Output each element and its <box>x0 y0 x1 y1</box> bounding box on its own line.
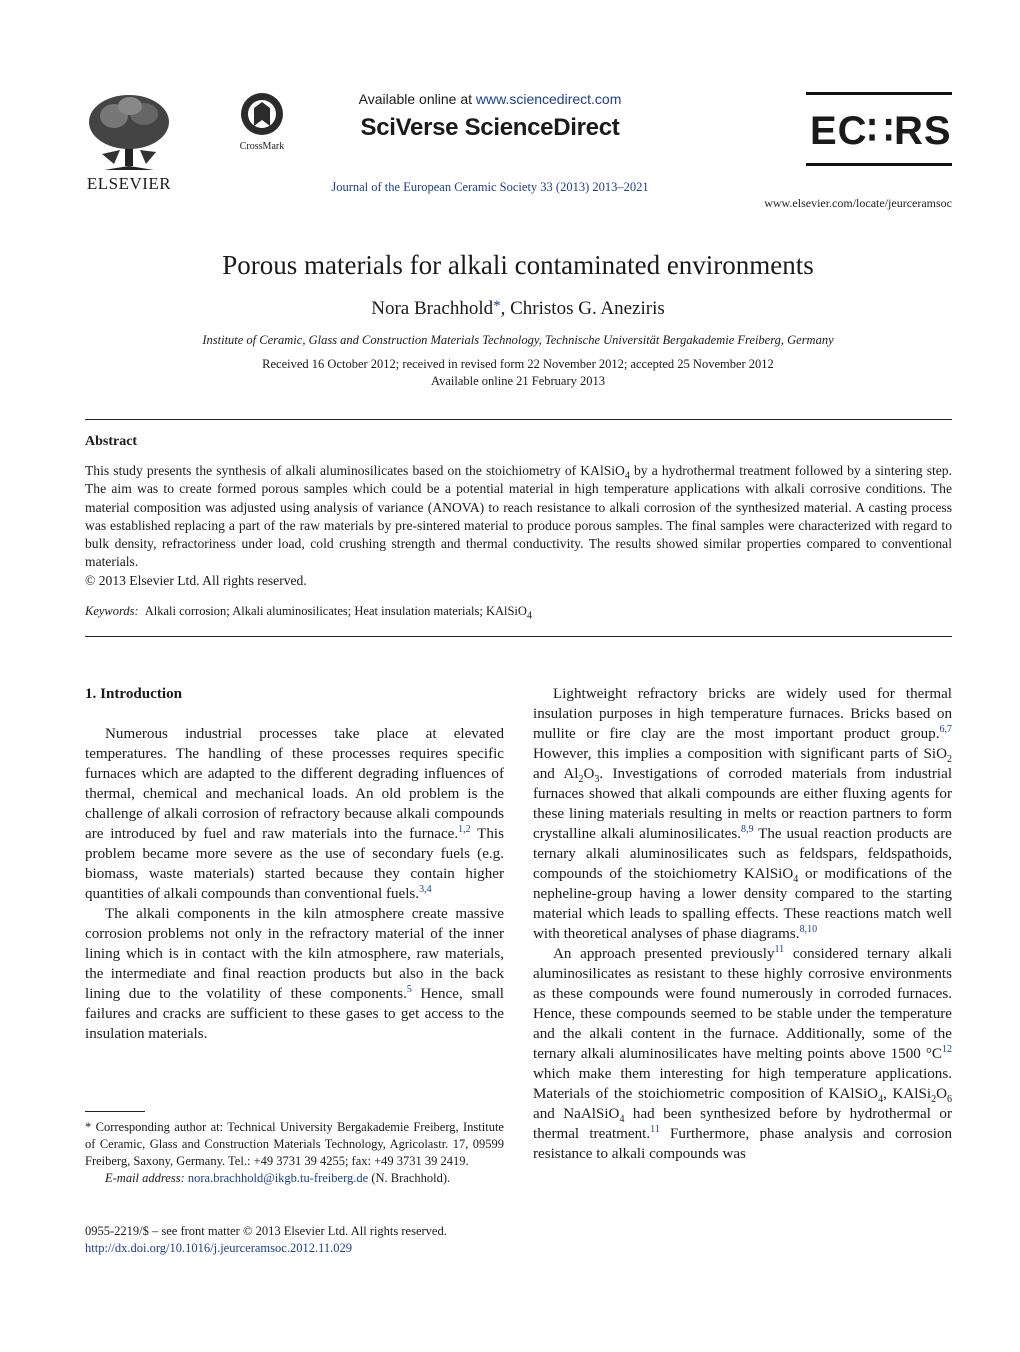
affiliation: Institute of Ceramic, Glass and Construction Materials Technology, Technische Universität Bergakademie Freiberg, Germany <box>202 333 834 347</box>
text: O <box>583 766 595 782</box>
footnote-text: * Corresponding author at: Technical University Bergakademie Freiberg, Institute of Ceramic, Glass and Construction Materials Technology, Agricolastr. 17, 09599 Freiberg, Saxony, Germany. Tel.: +49 3731 39 4255; fax: +49 3731 39 2419. <box>85 1120 504 1168</box>
ecers-bottom-rule <box>806 163 952 166</box>
elsevier-wordmark: ELSEVIER <box>86 174 172 193</box>
text: However, this implies a composition with significant parts of SiO <box>533 746 947 762</box>
article-title: Porous materials for alkali contaminated environments <box>222 250 814 280</box>
paragraph <box>85 724 504 904</box>
subscript: 6 <box>947 1094 952 1106</box>
doi-link[interactable]: http://dx.doi.org/10.1016/j.jeurceramsoc.2012.11.029 <box>85 1241 352 1255</box>
platform-logo[interactable]: SciVerse ScienceDirect <box>360 114 620 141</box>
citation-ref[interactable]: 3,4 <box>419 883 432 895</box>
citation-ref[interactable]: 12 <box>942 1043 952 1055</box>
abstract-text: This study presents the synthesis of alkali aluminosilicates based on the stoichiometry of KAlSiO <box>85 463 625 478</box>
copyright: © 2013 Elsevier Ltd. All rights reserved. <box>85 572 307 588</box>
subscript: 3 <box>594 774 600 786</box>
sciencedirect-link[interactable]: www.sciencedirect.com <box>475 91 622 107</box>
subscript: 4 <box>793 874 799 886</box>
text: and Al <box>533 766 579 782</box>
citation-ref[interactable]: 6,7 <box>939 723 952 735</box>
issn-line: 0955-2219/$ – see front matter © 2013 Elsevier Ltd. All rights reserved. <box>85 1224 447 1238</box>
right-column <box>533 684 952 1164</box>
text: , KAlSi <box>883 1086 932 1102</box>
text: The usual reaction products are ternary alkali aluminosilicates such as feldspars, feldspathoids, compounds of the stoichiometry KAlSiO <box>533 826 952 882</box>
section-heading: 1. Introduction <box>85 686 183 702</box>
citation-ref[interactable]: 8,10 <box>799 923 818 935</box>
subscript: 4 <box>526 610 532 622</box>
email-link[interactable]: nora.brachhold@ikgb.tu-freiberg.de <box>187 1171 369 1185</box>
article-dates <box>0 356 1020 390</box>
text: or modifications of the nepheline-group having a lower density compared to the starting material which leads to spalling effects. These reactions match well with theoretical analyses of phase diagrams. <box>533 866 952 942</box>
corresponding-author-mark[interactable]: * <box>493 298 501 314</box>
journal-reference[interactable]: Journal of the European Ceramic Society 33 (2013) 2013–2021 <box>331 180 649 194</box>
corresponding-author-footnote <box>85 1119 504 1187</box>
author-list <box>0 298 1020 320</box>
elsevier-logo[interactable] <box>80 92 178 194</box>
abstract-heading: Abstract <box>85 434 138 449</box>
text: . Investigations of corroded materials from industrial furnaces showed that alkali compounds are either fluxing agents for these lining materials resulting in melts or reaction partners to form crystalline alkali aluminosilicates. <box>533 766 953 842</box>
available-online-date: Available online 21 February 2013 <box>430 374 606 388</box>
author-aneziris[interactable]: , Christos G. Aneziris <box>500 298 665 319</box>
text: The alkali components in the kiln atmosphere create massive corrosion problems not only in the refractory material of the inner lining which is in contact with the kiln atmosphere, raw materials, the intermediate and final reaction products but also in the back lining due to the volatility of these components. <box>85 906 504 1002</box>
crossmark-icon <box>240 92 284 136</box>
text: An approach presented previously <box>553 946 775 962</box>
available-prefix: Available online at <box>358 91 476 107</box>
text: Lightweight refractory bricks are widely used for thermal insulation purposes in high temperature furnaces. Bricks based on mullite or fire clay are the most important product group. <box>533 686 952 742</box>
citation-ref[interactable]: 8,9 <box>741 823 754 835</box>
abstract-top-rule <box>85 419 952 420</box>
crossmark-label: CrossMark <box>239 141 285 152</box>
abstract-body <box>85 462 952 590</box>
keywords <box>85 604 532 622</box>
keywords-label: Keywords: <box>85 604 139 618</box>
article-meta <box>85 1223 447 1257</box>
abstract-bottom-rule <box>85 636 952 637</box>
ecers-logo <box>806 92 952 166</box>
subscript: 4 <box>878 1094 884 1106</box>
subscript: 2 <box>931 1094 937 1106</box>
ecers-wordmark: EC∷RS <box>810 109 952 153</box>
paragraph <box>533 684 952 944</box>
keywords-list: Alkali corrosion; Alkali aluminosilicates; Heat insulation materials; KAlSiO <box>144 604 527 618</box>
text: O <box>936 1086 947 1102</box>
citation-ref[interactable]: 5 <box>406 983 412 995</box>
paragraph <box>533 944 952 1164</box>
subscript: 4 <box>624 470 630 482</box>
citation-ref[interactable]: 1,2 <box>458 823 471 835</box>
text: Numerous industrial processes take place at elevated temperatures. The handling of these processes requires specific furnaces which are adapted to the different degrading influences of thermal, chemical and mechanical loads. An old problem is the challenge of alkali corrosion of refractory because alkali compounds are introduced by fuel and raw materials into the furnace. <box>85 726 504 842</box>
email-line <box>85 1170 504 1187</box>
text: had been synthesized before by hydrothermal or thermal treatment. <box>533 1106 952 1142</box>
citation-ref[interactable]: 11 <box>650 1123 660 1135</box>
text: which make them interesting for high temperature applications. Materials of the stoichiometric composition of KAlSiO <box>533 1066 952 1102</box>
text: considered ternary alkali aluminosilicates as resistant to these highly corrosive environments as these compounds were found numerously in corroded furnaces. Hence, these compounds seemed to be stable under the temperature and the alkali content in the furnace. Additionally, some of the ternary alkali aluminosilicates have melting points above 1500 °C <box>533 946 952 1062</box>
left-column <box>85 684 504 1044</box>
subscript: 2 <box>947 754 952 766</box>
subscript: 2 <box>578 774 584 786</box>
footnote-rule <box>85 1111 145 1112</box>
text: and NaAlSiO <box>533 1106 620 1122</box>
author-brachhold[interactable]: Nora Brachhold <box>371 298 494 319</box>
email-label: E-mail address: <box>105 1171 185 1185</box>
available-online-line <box>300 91 680 107</box>
text: This problem became more severe as the use of secondary fuels (e.g. biomass, waste materials) started because they contain higher quantities of alkali compounds than conventional fuels. <box>85 826 504 902</box>
abstract-text-cont: by a hydrothermal treatment followed by a sintering step. The aim was to create formed porous samples which could be a potential material in high temperature applications with alkali corrosive conditions. The material composition was adjusted using analysis of variance (ANOVA) to reach resistance to alkali corrosion of the synthesized material. A casting process was established replacing a part of the raw materials by pre-sintered material to produce porous samples. The final samples were characterized with regard to bulk density, refractoriness under load, cold crushing strength and thermal conductivity. The results showed similar properties compared to conventional materials. <box>85 463 952 570</box>
journal-homepage-link[interactable]: www.elsevier.com/locate/jeurceramsoc <box>764 196 952 210</box>
elsevier-tree-icon <box>84 92 174 172</box>
crossmark-badge[interactable] <box>236 92 288 152</box>
citation-ref[interactable]: 11 <box>774 943 785 955</box>
email-suffix: (N. Brachhold). <box>368 1171 451 1185</box>
text: Furthermore, phase analysis and corrosion resistance to alkali compounds was <box>533 1126 953 1162</box>
received-dates: Received 16 October 2012; received in revised form 22 November 2012; accepted 25 November 2012 <box>262 357 774 371</box>
paragraph <box>85 904 504 1044</box>
ecers-top-rule <box>806 92 952 95</box>
text: Hence, small failures and cracks are sufficient to these gases to get access to the insulation materials. <box>85 986 504 1042</box>
subscript: 4 <box>619 1114 625 1126</box>
